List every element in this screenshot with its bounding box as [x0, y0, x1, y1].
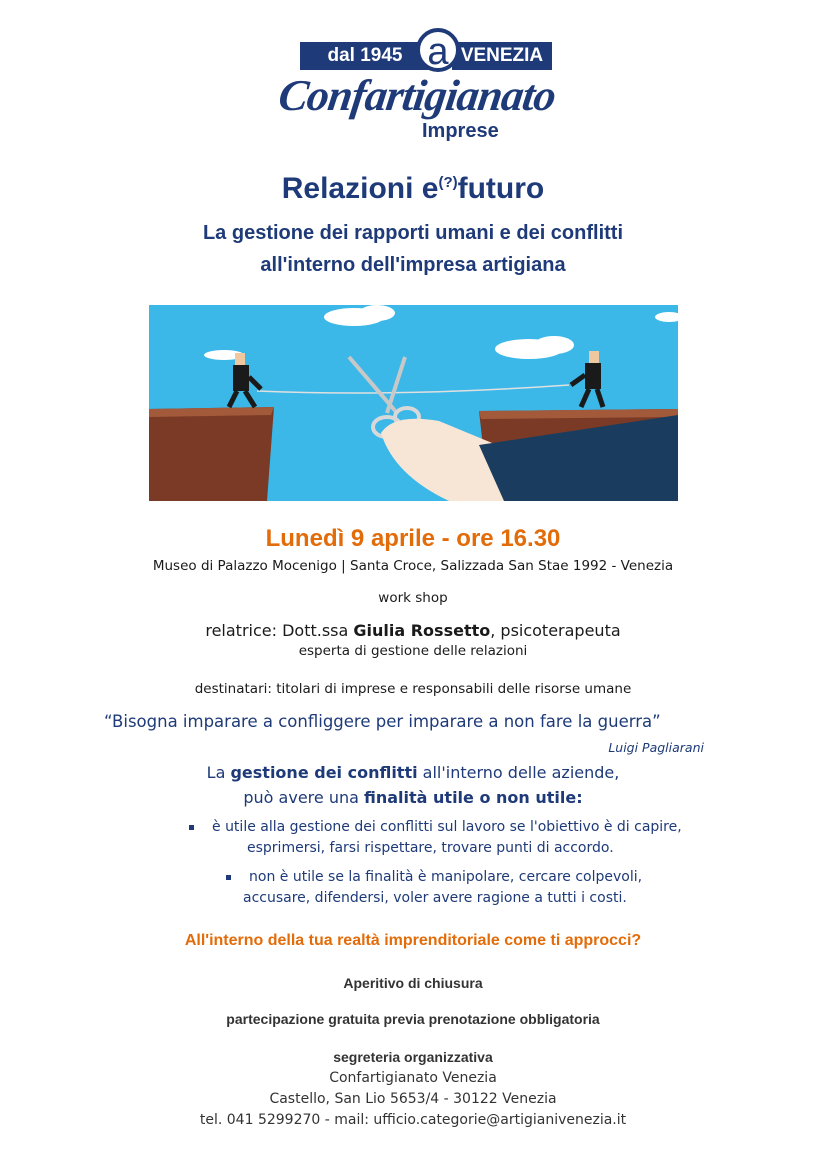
bullet-useful-line2: esprimersi, farsi rispettare, trovare punti di accordo. [247, 840, 614, 856]
speaker-prefix: relatrice: Dott.ssa [205, 621, 354, 640]
title-superscript: (?) [438, 174, 458, 191]
confartigianato-logo [262, 28, 572, 150]
secretariat-contacts: tel. 041 5299270 - mail: ufficio.categorie@artigianivenezia.it [199, 1112, 627, 1128]
speaker-suffix: , psicoterapeuta [490, 621, 621, 640]
participation-note: partecipazione gratuita previa prenotazione obbligatoria [226, 1011, 600, 1027]
title-part2: futuro [457, 172, 545, 205]
bullet-not-useful-line2: accusare, difendersi, voler avere ragione a tutti i costi. [243, 890, 627, 906]
speaker-line [0, 621, 826, 640]
logo-wordmark: Confartigianato [275, 71, 559, 120]
subtitle-line2: all'interno dell'impresa artigiana [260, 254, 566, 276]
bullet-not-useful-line1: non è utile se la finalità è manipolare, cercare colpevoli, [249, 869, 643, 885]
conflicts-lead-line2 [0, 788, 826, 807]
left-cliff [149, 407, 274, 501]
lead2-b: finalità utile o non utile: [364, 788, 583, 807]
event-venue: Museo di Palazzo Mocenigo | Santa Croce, Salizzada San Stae 1992 - Venezia [152, 558, 674, 574]
target-audience: destinatari: titolari di imprese e responsabili delle risorse umane [194, 681, 632, 697]
title-part1: Relazioni e [281, 172, 439, 205]
speaker-name: Giulia Rossetto [353, 621, 491, 640]
secretariat-title: segreteria organizzativa [333, 1049, 493, 1065]
lead1-b: gestione dei conflitti [230, 763, 418, 782]
quote-author: Luigi Pagliarani [608, 740, 704, 755]
lead1-c: all'interno delle aziende, [417, 763, 620, 782]
logo-year-badge: dal 1945 [300, 42, 430, 70]
lead2-a: può avere una [243, 788, 364, 807]
event-format: work shop [378, 590, 448, 606]
page-title [0, 172, 826, 206]
closing-question: All'interno della tua realtà imprenditoriale come ti approcci? [184, 932, 642, 949]
subtitle-line1: La gestione dei rapporti umani e dei conflitti [202, 222, 624, 244]
bullet-useful-line1: è utile alla gestione dei conflitti sul lavoro se l'obiettivo è di capire, [212, 819, 682, 835]
secretariat-address: Castello, San Lio 5653/4 - 30122 Venezia [269, 1091, 557, 1107]
logo-a-emblem: a [416, 28, 460, 72]
event-date: Lunedì 9 aprile - ore 16.30 [265, 525, 561, 552]
logo-city-badge: VENEZIA [452, 42, 552, 70]
lead1-a: La [206, 763, 231, 782]
bullet-square-icon [226, 875, 231, 880]
scissors-cutting-rope-illustration [149, 305, 678, 501]
logo-subtitle: Imprese [422, 120, 499, 142]
aperitivo-note: Aperitivo di chiusura [343, 975, 483, 991]
speaker-role: esperta di gestione delle relazioni [298, 643, 528, 659]
secretariat-org: Confartigianato Venezia [329, 1070, 497, 1086]
quote-text: “Bisogna imparare a confliggere per imparare a non fare la guerra” [104, 712, 661, 731]
bullet-square-icon [189, 825, 194, 830]
conflicts-lead-line1 [0, 763, 826, 782]
